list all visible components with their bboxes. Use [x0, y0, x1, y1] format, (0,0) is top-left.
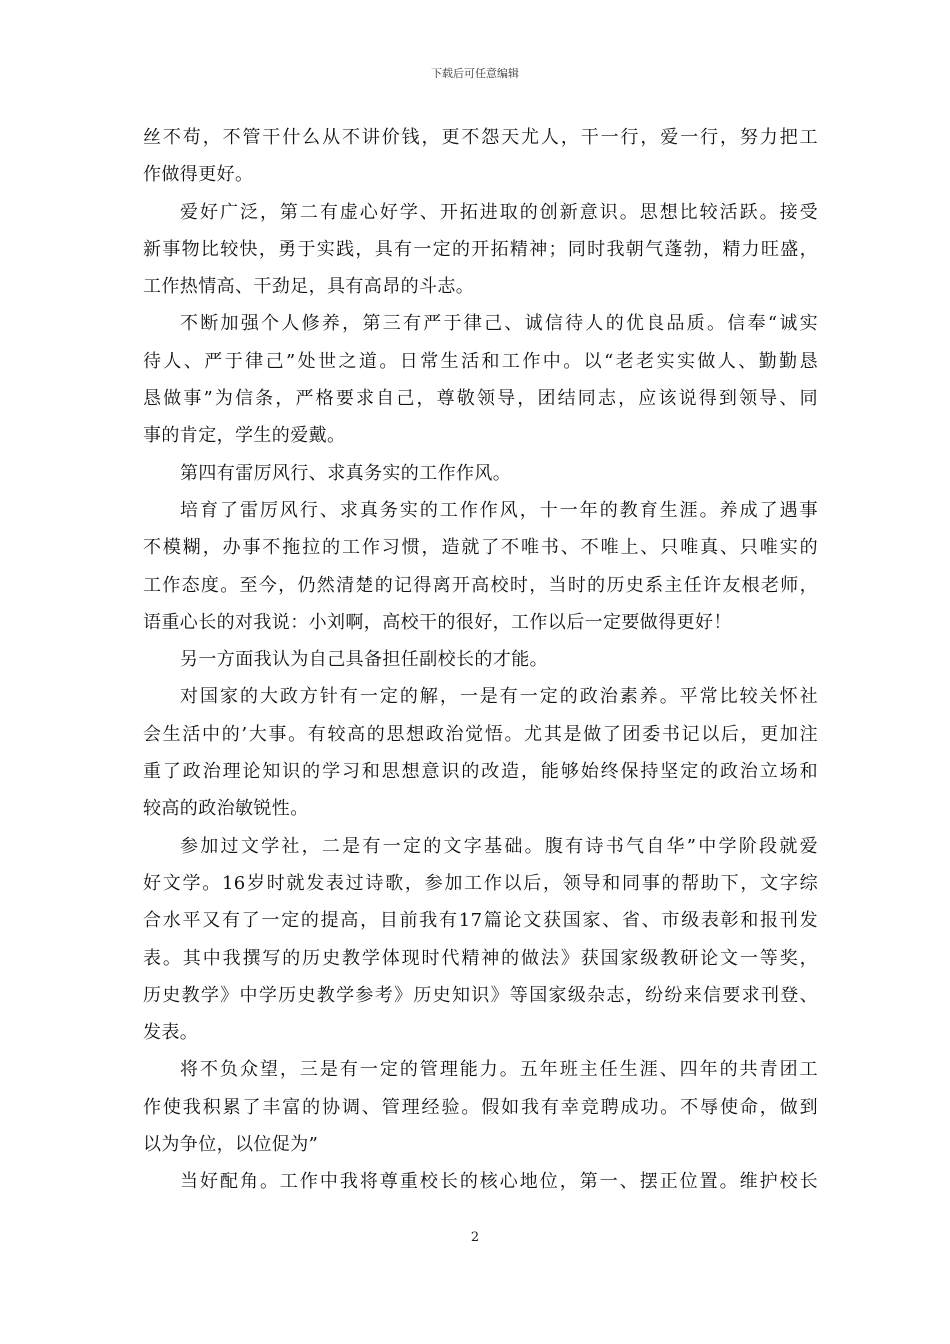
text-line: 表。其中我撰写的历史教学体现时代精神的做法》获国家级教研论文一等奖， — [143, 947, 818, 969]
text-line: 较高的政治敏锐性。 — [143, 798, 309, 820]
text-line: 好文学。16岁时就发表过诗歌，参加工作以后，领导和同事的帮助下，文字综 — [143, 872, 818, 894]
text-line: 丝不苟，不管干什么从不讲价钱，更不怨天尤人，干一行，爱一行，努力把工 — [143, 127, 818, 148]
text-line: 工作态度。至今，仍然清楚的记得离开高校时，当时的历史系主任许友根老师， — [143, 574, 818, 596]
text-line: 参加过文学社，二是有一定的文字基础。腹有诗书气自华”中学阶段就爱 — [180, 835, 818, 857]
text-line: 爱好广泛，第二有虚心好学、开拓进取的创新意识。思想比较活跃。接受 — [180, 201, 818, 223]
text-line: 历史教学》中学历史教学参考》历史知识》等国家级杂志，纷纷来信要求刊登、 — [143, 984, 818, 1006]
text-line: 发表。 — [143, 1022, 199, 1044]
page-number: 2 — [470, 1230, 480, 1245]
text-line: 作做得更好。 — [143, 164, 254, 186]
text-line: 重了政治理论知识的学习和思想意识的改造，能够始终保持坚定的政治立场和 — [143, 761, 818, 783]
text-line: 恳做事”为信条，严格要求自己，尊敬领导，团结同志，应该说得到领导、同 — [143, 388, 818, 410]
text-line: 待人、严于律己”处世之道。日常生活和工作中。以“老老实实做人、勤勤恳 — [143, 350, 818, 372]
text-line: 另一方面我认为自己具备担任副校长的才能。 — [180, 649, 548, 671]
document-body — [143, 119, 818, 1201]
text-line: 事的肯定，学生的爱戴。 — [143, 425, 346, 447]
text-line: 新事物比较快，勇于实践，具有一定的开拓精神；同时我朝气蓬勃，精力旺盛， — [143, 238, 818, 260]
text-line: 合水平又有了一定的提高，目前我有17篇论文获国家、省、市级表彰和报刊发 — [143, 910, 818, 932]
text-line: 作使我积累了丰富的协调、管理经验。假如我有幸竞聘成功。不辱使命，做到 — [143, 1096, 818, 1118]
text-line: 工作热情高、干劲足，具有高昂的斗志。 — [143, 276, 475, 298]
text-line: 第四有雷厉风行、求真务实的工作作风。 — [180, 462, 512, 484]
text-line: 不断加强个人修养，第三有严于律己、诚信待人的优良品质。信奉“诚实 — [180, 313, 818, 335]
text-line: 当好配角。工作中我将尊重校长的核心地位，第一、摆正位置。维护校长 — [180, 1171, 818, 1193]
text-line: 以为争位，以位促为” — [143, 1134, 319, 1156]
page-header: 下载后可任意编辑 — [431, 67, 519, 80]
text-line: 不模糊，办事不拖拉的工作习惯，造就了不唯书、不唯上、只唯真、只唯实的 — [143, 537, 818, 559]
text-line: 将不负众望，三是有一定的管理能力。五年班主任生涯、四年的共青团工 — [180, 1059, 818, 1081]
text-line: 培育了雷厉风行、求真务实的工作作风，十一年的教育生涯。养成了遇事 — [180, 499, 818, 521]
text-line: 对国家的大政方针有一定的解，一是有一定的政治素养。平常比较关怀社 — [180, 686, 818, 708]
text-line: 语重心长的对我说：小刘啊，高校干的很好，工作以后一定要做得更好！ — [143, 611, 732, 633]
text-line: 会生活中的’大事。有较高的思想政治觉悟。尤其是做了团委书记以后，更加注 — [143, 723, 818, 745]
